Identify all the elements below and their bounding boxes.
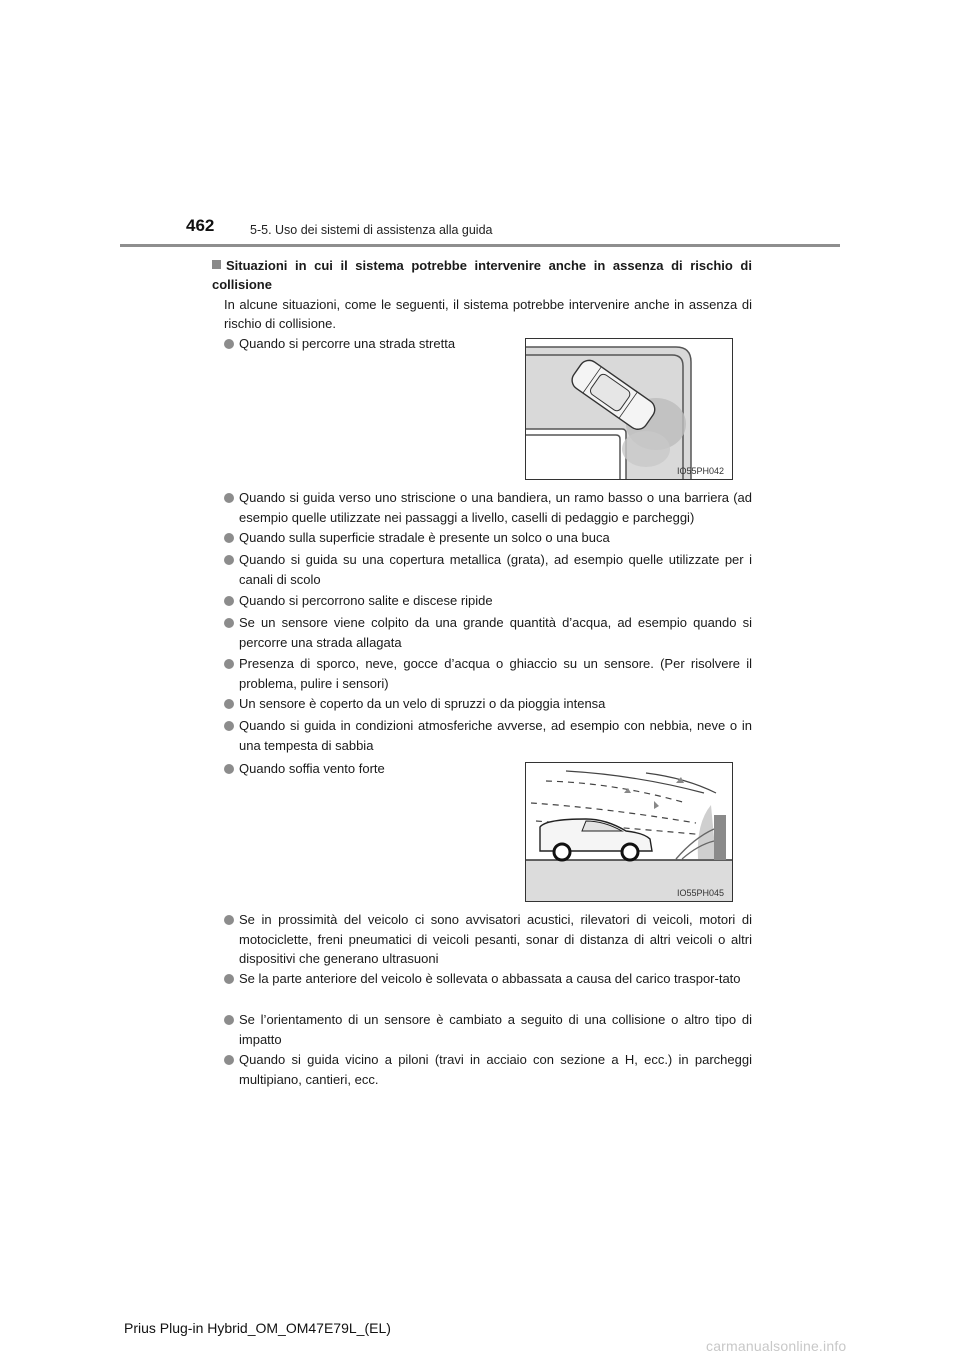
list-item: Se un sensore viene colpito da una grande quantità d’acqua, ad esempio quando si percorre una strada allagata	[224, 613, 752, 652]
figure-code: IO55PH045	[676, 888, 724, 898]
list-item: Un sensore è coperto da un velo di spruzzi o da pioggia intensa	[224, 694, 752, 714]
figure-code: IO55PH042	[676, 466, 724, 476]
list-item: Quando si guida verso uno striscione o una bandiera, un ramo basso o una barriera (ad esempio quelle utilizzate nei passaggi a livello, caselli di pedaggio e parcheggi)	[224, 488, 752, 527]
document-footer: Prius Plug-in Hybrid_OM_OM47E79L_(EL)	[124, 1320, 391, 1336]
list-item: Quando soffia vento forte	[224, 759, 474, 779]
bullet-icon	[224, 915, 234, 925]
intro-paragraph: In alcune situazioni, come le seguenti, il sistema potrebbe intervenire anche in assenza di rischio di collisione.	[224, 297, 752, 331]
strong-wind-drawing	[526, 763, 732, 901]
strong-wind-illustration	[525, 762, 733, 902]
list-item: Quando si percorrono salite e discese ripide	[224, 591, 752, 611]
list-item: Presenza di sporco, neve, gocce d’acqua o ghiaccio su un sensore. (Per risolvere il problema, pulire i sensori)	[224, 654, 752, 693]
bullet-icon	[224, 555, 234, 565]
list-item: Se l’orientamento di un sensore è cambiato a seguito di una collisione o altro tipo di impatto	[224, 1010, 752, 1049]
bullet-icon	[224, 533, 234, 543]
subsection-heading	[212, 256, 752, 294]
watermark: carmanualsonline.info	[706, 1338, 847, 1354]
narrow-road-drawing	[526, 339, 732, 479]
heading-text: Situazioni in cui il sistema potrebbe intervenire anche in assenza di rischio di collisione	[212, 258, 752, 292]
section-title: 5-5. Uso dei sistemi di assistenza alla guida	[250, 223, 493, 237]
bullet-icon	[224, 974, 234, 984]
bullet-icon	[224, 721, 234, 731]
bullet-icon	[224, 596, 234, 606]
bullet-icon	[224, 699, 234, 709]
list-item: Se la parte anteriore del veicolo è sollevata o abbassata a causa del carico traspor-tato	[224, 969, 752, 989]
bullet-icon	[224, 339, 234, 349]
bullet-icon	[224, 493, 234, 503]
bullet-icon	[224, 659, 234, 669]
header-rule	[120, 244, 840, 247]
bullet-icon	[224, 764, 234, 774]
bullet-icon	[224, 1055, 234, 1065]
bullet-icon	[224, 1015, 234, 1025]
list-item: Quando si guida vicino a piloni (travi in acciaio con sezione a H, ecc.) in parcheggi multipiano, cantieri, ecc.	[224, 1050, 752, 1089]
list-item: Quando sulla superficie stradale è presente un solco o una buca	[224, 528, 752, 548]
bullet-icon	[224, 618, 234, 628]
list-item: Quando si guida in condizioni atmosferiche avverse, ad esempio con nebbia, neve o in una tempesta di sabbia	[224, 716, 752, 755]
list-item: Quando si guida su una copertura metallica (grata), ad esempio quelle utilizzate per i canali di scolo	[224, 550, 752, 589]
page-number: 462	[186, 216, 215, 235]
narrow-road-illustration	[525, 338, 733, 480]
list-item: Se in prossimità del veicolo ci sono avvisatori acustici, rilevatori di veicoli, motori di motociclette, freni pneumatici di veicoli pesanti, sonar di distanza di altri veicoli o altri dispositivi che generano ultrasuoni	[224, 910, 752, 969]
square-bullet-icon	[212, 260, 221, 269]
list-item: Quando si percorre una strada stretta	[224, 334, 474, 354]
